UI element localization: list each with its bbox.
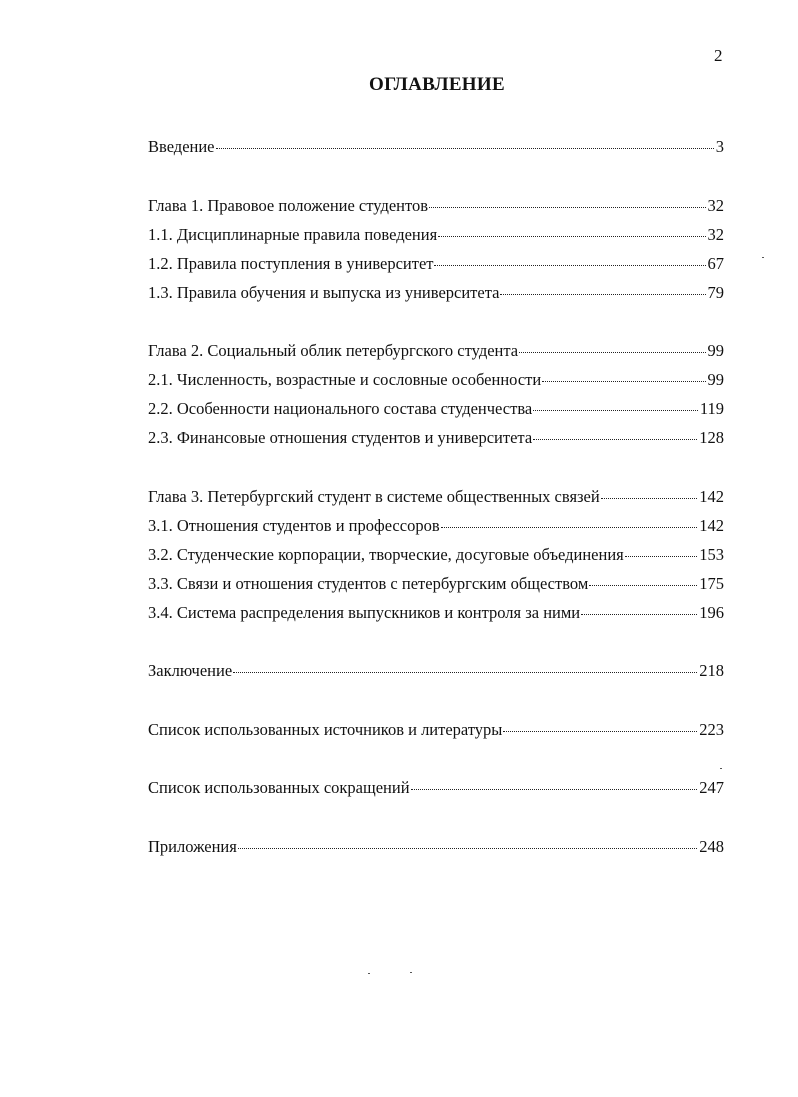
dot-leader [533, 410, 698, 411]
dot-leader [503, 731, 697, 732]
dot-leader [589, 585, 697, 586]
toc-entry-page: 142 [699, 516, 724, 535]
dot-leader [601, 498, 698, 499]
dot-leader [581, 614, 697, 615]
scan-speck [410, 972, 412, 973]
toc-entry-page: 3 [715, 137, 724, 156]
toc-entry-label: Список использованных сокращений [148, 778, 410, 797]
toc-entry-introduction[interactable] [148, 137, 724, 157]
dot-leader [519, 352, 705, 353]
dot-leader [438, 236, 705, 237]
toc-entry-label: 1.2. Правила поступления в университет [148, 254, 434, 273]
toc-entry-page: 119 [699, 399, 724, 418]
dot-leader [434, 265, 705, 266]
dot-leader [500, 294, 705, 295]
dot-leader [542, 381, 705, 382]
toc-entry-page: 99 [707, 370, 724, 389]
toc-entry-page: 248 [699, 837, 724, 856]
toc-entry-page: 223 [699, 720, 724, 739]
toc-entry-page: 32 [707, 196, 724, 215]
page-title: ОГЛАВЛЕНИЕ [369, 74, 505, 95]
toc-entry-label: 2.3. Финансовые отношения студентов и университета [148, 428, 533, 447]
toc-entry-label: Приложения [148, 837, 237, 856]
toc-entry-section-1-3[interactable] [148, 283, 724, 303]
toc-entry-section-1-1[interactable] [148, 225, 724, 245]
toc-entry-page: 175 [699, 574, 724, 593]
toc-entry-conclusion[interactable] [148, 661, 724, 681]
toc-entry-label: Список использованных источников и литературы [148, 720, 503, 739]
dot-leader [625, 556, 698, 557]
toc-entry-page: 196 [699, 603, 724, 622]
toc-entry-chapter-3[interactable] [148, 487, 724, 507]
toc-entry-chapter-1[interactable] [148, 196, 724, 216]
toc-entry-label: 2.2. Особенности национального состава студенчества [148, 399, 533, 418]
toc-entry-label: 3.1. Отношения студентов и профессоров [148, 516, 440, 535]
toc-entry-appendices[interactable] [148, 837, 724, 857]
dot-leader [233, 672, 697, 673]
scan-speck [368, 973, 370, 974]
toc-entry-section-2-2[interactable] [148, 399, 724, 419]
toc-entry-label: 1.3. Правила обучения и выпуска из университета [148, 283, 500, 302]
scan-speck [762, 257, 764, 258]
toc-entry-label: Заключение [148, 661, 233, 680]
toc-entry-label: Глава 2. Социальный облик петербургского студента [148, 341, 519, 360]
toc-entry-section-3-4[interactable] [148, 603, 724, 623]
toc-entry-label: Глава 1. Правовое положение студентов [148, 196, 429, 215]
toc-entry-page: 67 [707, 254, 724, 273]
dot-leader [441, 527, 698, 528]
toc-entry-section-3-1[interactable] [148, 516, 724, 536]
dot-leader [238, 848, 697, 849]
scan-speck [720, 768, 722, 769]
dot-leader [216, 148, 714, 149]
dot-leader [411, 789, 698, 790]
toc-entry-section-2-1[interactable] [148, 370, 724, 390]
toc-entry-label: 1.1. Дисциплинарные правила поведения [148, 225, 438, 244]
toc-entry-page: 99 [707, 341, 724, 360]
toc-entry-page: 247 [699, 778, 724, 797]
toc-entry-chapter-2[interactable] [148, 341, 724, 361]
toc-entry-page: 32 [707, 225, 724, 244]
page-number: 2 [714, 46, 723, 65]
toc-entry-section-1-2[interactable] [148, 254, 724, 274]
dot-leader [533, 439, 697, 440]
toc-entry-page: 128 [699, 428, 724, 447]
toc-entry-section-2-3[interactable] [148, 428, 724, 448]
toc-entry-page: 218 [699, 661, 724, 680]
toc-entry-label: 3.2. Студенческие корпорации, творческие, досуговые объединения [148, 545, 624, 564]
toc-entry-label: Введение [148, 137, 215, 156]
toc-entry-label: Глава 3. Петербургский студент в системе общественных связей [148, 487, 600, 506]
toc-entry-page: 153 [699, 545, 724, 564]
toc-entry-abbreviations[interactable] [148, 778, 724, 798]
toc-entry-sources[interactable] [148, 720, 724, 740]
toc-entry-label: 3.4. Система распределения выпускников и контроля за ними [148, 603, 581, 622]
toc-entry-section-3-2[interactable] [148, 545, 724, 565]
dot-leader [429, 207, 705, 208]
toc-entry-label: 2.1. Численность, возрастные и сословные особенности [148, 370, 542, 389]
toc-entry-label: 3.3. Связи и отношения студентов с петербургским обществом [148, 574, 589, 593]
toc-entry-page: 142 [699, 487, 724, 506]
toc-entry-section-3-3[interactable] [148, 574, 724, 594]
toc-entry-page: 79 [707, 283, 724, 302]
